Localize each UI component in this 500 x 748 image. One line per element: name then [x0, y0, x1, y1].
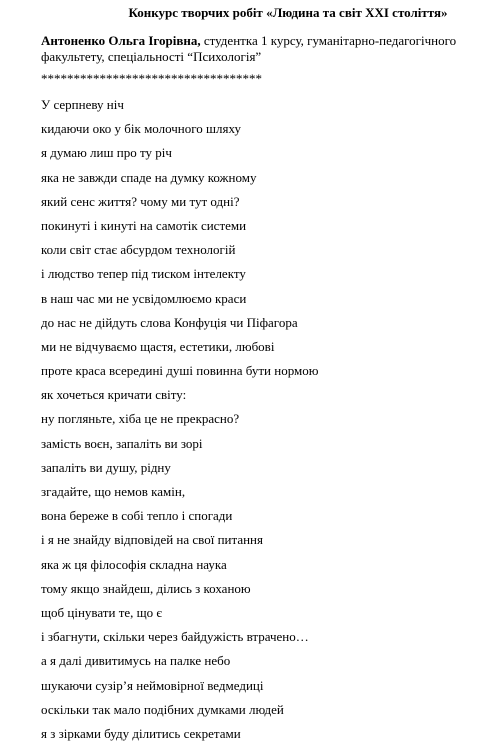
poem-line: яка ж ця філософія складна наука	[41, 556, 227, 572]
poem-line: покинуті і кинуті на самотік системи	[41, 217, 247, 233]
poem-line: замість воєн, запаліть ви зорі	[41, 435, 203, 451]
poem-line: вона береже в собі тепло і спогади	[41, 508, 233, 524]
poem-line: тому якщо знайдеш, ділись з коханою	[41, 580, 251, 596]
poem-line: і людство тепер під тиском інтелекту	[41, 266, 246, 282]
poem-line: шукаючи сузір’я неймовірної ведмедиці	[41, 677, 264, 693]
poem-line: запаліть ви душу, рідну	[41, 459, 171, 475]
poem-line: який сенс життя? чому ми тут одні?	[41, 193, 240, 209]
document-title: Конкурс творчих робіт «Людина та світ ХХІ століття»	[128, 5, 448, 20]
author-name: Антоненко Ольга Ігорівна,	[41, 33, 201, 48]
poem-line: ми не відчуваємо щастя, естетики, любові	[41, 338, 275, 354]
poem-line: згадайте, що немов камін,	[41, 484, 186, 499]
poem-line: кидаючи око у бік молочного шляху	[41, 121, 242, 137]
poem-line: У серпневу ніч	[41, 97, 124, 112]
poem-line: а я далі дивитимусь на палке небо	[41, 653, 231, 669]
poem	[41, 95, 480, 748]
poem-line: коли світ стає абсурдом технологій	[41, 242, 236, 258]
separator-line: **********************************	[41, 71, 262, 86]
poem-line: ну погляньте, хіба це не прекрасно?	[41, 411, 240, 427]
poem-line: в наш час ми не усвідомлюємо краси	[41, 290, 247, 306]
poem-line: я думаю лиш про ту річ	[41, 145, 172, 161]
poem-line: я з зірками буду ділитись секретами	[41, 725, 241, 741]
poem-line: проте краса всередині душі повинна бути нормою	[41, 363, 319, 379]
poem-line: і я не знайду відповідей на свої питання	[41, 532, 263, 548]
author-details: студентка 1 курсу, гуманітарно-педагогічного факультету, спеціальності “Психологія”	[41, 33, 457, 64]
poem-line: оскільки так мало подібних думками людей	[41, 701, 284, 717]
poem-line: як хочеться кричати світу:	[41, 387, 187, 403]
poem-line: щоб цінувати те, що є	[41, 604, 162, 620]
poem-line: до нас не дійдуть слова Конфуція чи Піфагора	[41, 314, 298, 330]
author-info	[41, 33, 471, 65]
poem-line: і збагнути, скільки через байдужість втрачено…	[41, 629, 309, 645]
poem-line: яка не завжди спаде на думку кожному	[41, 169, 257, 185]
